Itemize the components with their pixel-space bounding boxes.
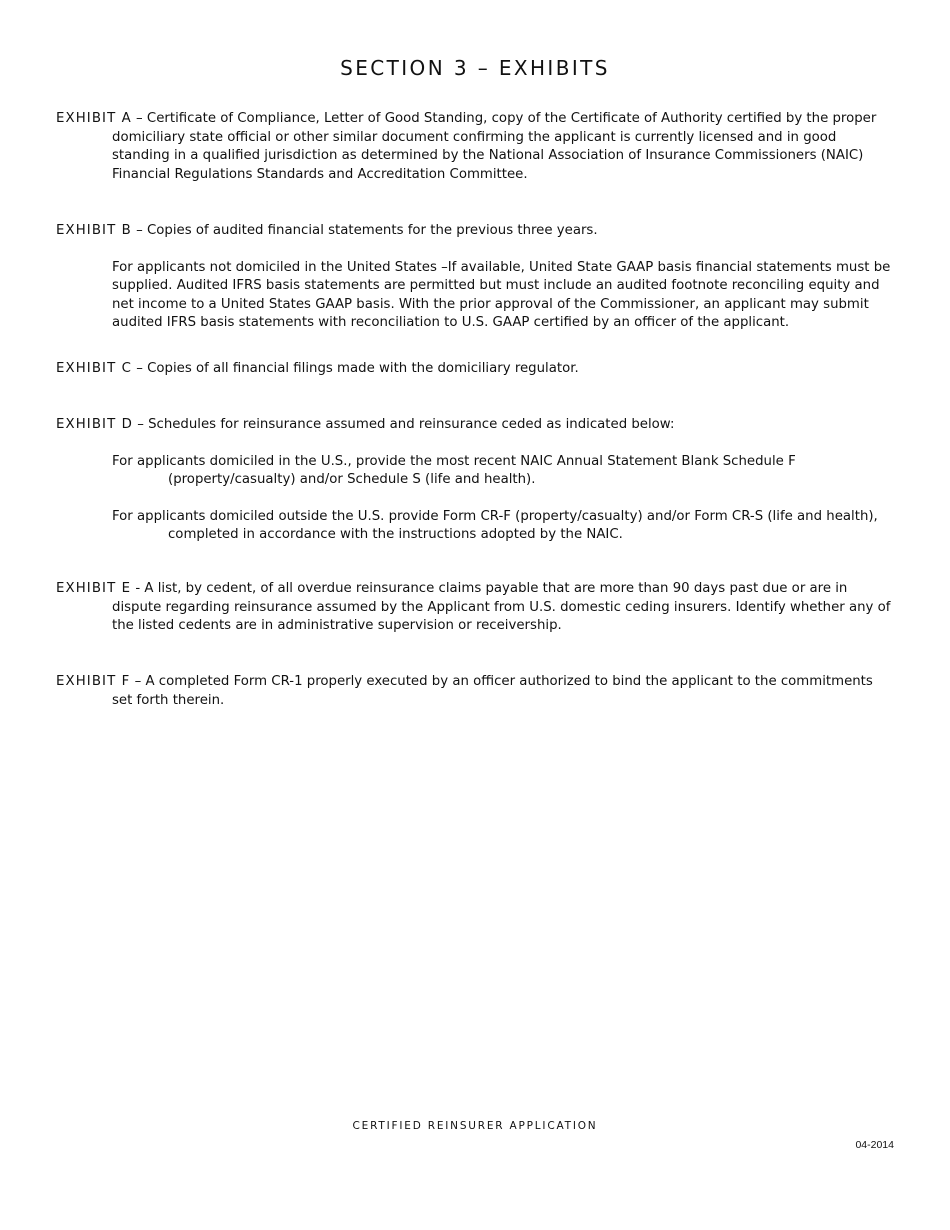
- exhibit-c: [56, 360, 896, 379]
- exhibit-c-paragraph: [56, 360, 896, 379]
- exhibit-f-label: EXHIBIT F: [56, 674, 131, 689]
- exhibit-e-text: - A list, by cedent, of all overdue reinsurance claims payable that are more than 90 days past due or are in dispute regarding reinsurance assumed by the Applicant from U.S. domestic ceding insurers. Identify whether any of the listed cedents are in administrative supervision or receivership.: [112, 581, 891, 634]
- exhibit-d-paragraph: [56, 416, 896, 435]
- exhibit-f-text: – A completed Form CR-1 properly executed by an officer authorized to bind the applicant to the commitments set forth therein.: [112, 674, 873, 708]
- exhibit-b-text: – Copies of audited financial statements for the previous three years.: [131, 223, 598, 238]
- exhibit-c-label: EXHIBIT C: [56, 361, 133, 376]
- exhibit-d-item-non-us: For applicants domiciled outside the U.S. provide Form CR-F (property/casualty) and/or Form CR-S (life and health), completed in accordance with the instructions adopted by the NAIC.: [112, 508, 878, 543]
- exhibit-b-label: EXHIBIT B: [56, 223, 132, 238]
- exhibit-b: [56, 222, 896, 333]
- exhibit-f: [56, 673, 896, 710]
- exhibit-a: [56, 110, 896, 184]
- exhibit-c-text: – Copies of all financial filings made with the domiciliary regulator.: [132, 361, 579, 376]
- footer-form-date: 04-2014: [855, 1139, 894, 1151]
- exhibit-a-text: – Certificate of Compliance, Letter of Good Standing, copy of the Certificate of Authority certified by the proper domiciliary state official or other similar document confirming the applicant is currently licensed and in good standing in a qualified jurisdiction as determined by the National Association of Insurance Commissioners (NAIC) Financial Regulations Standards and Accreditation Committee.: [112, 111, 877, 182]
- exhibit-b-paragraph: [56, 222, 896, 241]
- exhibit-e-label: EXHIBIT E: [56, 581, 132, 596]
- exhibit-f-paragraph: [56, 673, 896, 710]
- exhibit-d-text: – Schedules for reinsurance assumed and reinsurance ceded as indicated below:: [132, 417, 675, 432]
- exhibit-d-item-us: For applicants domiciled in the U.S., provide the most recent NAIC Annual Statement Blank Schedule F (property/casualty) and/or Schedule S (life and health).: [112, 453, 796, 488]
- exhibit-b-note: For applicants not domiciled in the United States –If available, United State GAAP basis financial statements must be supplied. Audited IFRS basis statements are permitted but must include an audited footnote reconciling equity and net income to a United States GAAP basis. With the prior approval of the Commissioner, an applicant may submit audited IFRS basis statements with reconciliation to U.S. GAAP certified by an officer of the applicant.: [112, 259, 891, 331]
- exhibit-d: [56, 416, 896, 545]
- exhibit-e-paragraph: [56, 580, 896, 636]
- footer-title: CERTIFIED REINSURER APPLICATION: [352, 1120, 598, 1132]
- exhibit-e: [56, 580, 896, 636]
- exhibit-d-label: EXHIBIT D: [56, 417, 133, 432]
- page-title: SECTION 3 – EXHIBITS: [340, 56, 610, 80]
- exhibit-a-label: EXHIBIT A: [56, 111, 132, 126]
- exhibit-a-paragraph: [56, 110, 896, 184]
